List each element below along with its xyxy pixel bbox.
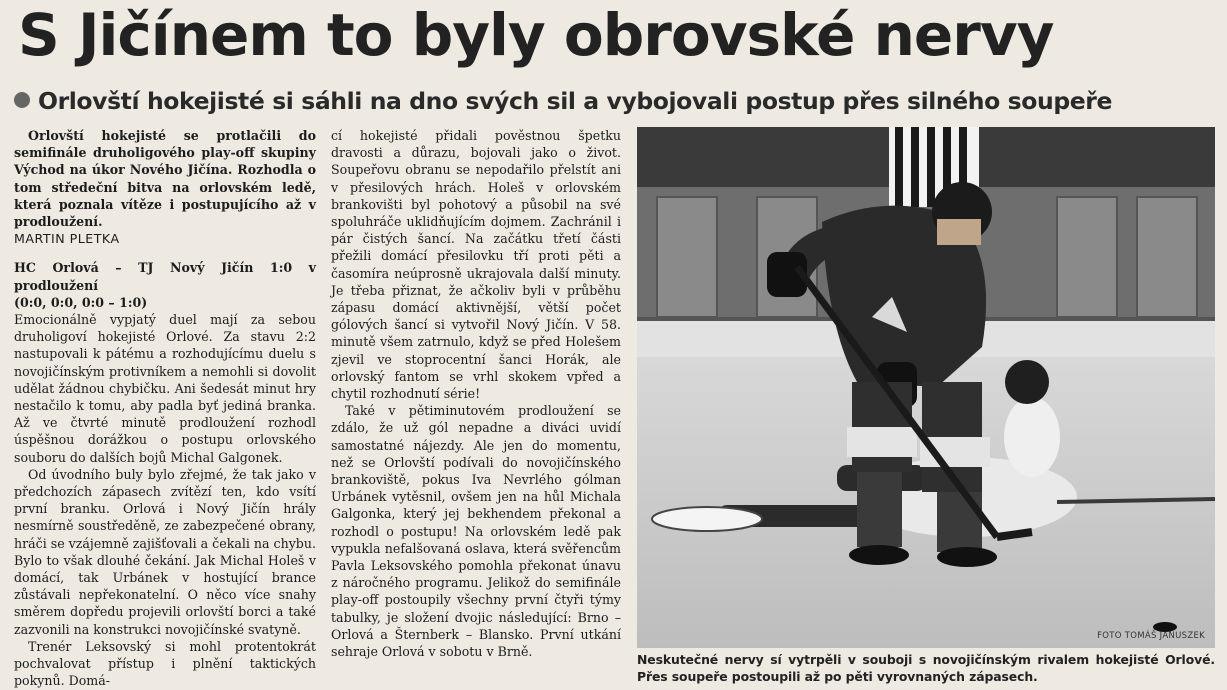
- hockey-photo-illustration: [637, 127, 1215, 648]
- article-lead: Orlovští hokejisté se protlačili do semifinále druholigového play-off skupiny Východ na úkor Nového Jičína. Rozhodla o tom středeční bitva na orlovském ledě, která poznala vítěze i postupujícího až v prodloužení.: [14, 128, 316, 230]
- article-column-1: [14, 127, 316, 690]
- article-byline: MARTIN PLETKA: [14, 231, 120, 247]
- match-title: HC Orlová – TJ Nový Jičín 1:0 v prodloužení: [14, 260, 316, 293]
- hockey-photo: [637, 127, 1215, 648]
- paragraph: Emocionálně vypjatý duel mají za sebou druholigoví hokejisté Orlové. Za stavu 2:2 nastupovali k pátému a rozhodujícímu duelu s novojičínským protivníkem a nemohli si dovolit udělat žádnou chybičku. Ani šedesát minut hry nestačilo k tomu, aby padla byť jediná branka. Až ve čtvrté minutě prodloužení rozhodl úspěšnou dorážkou o postupu orlovského souboru do dalších bojů Michal Galgonek.: [14, 312, 316, 465]
- article-subheadline: [14, 84, 1224, 118]
- article-headline: S Jičínem to byly obrovské nervy: [18, 1, 1054, 69]
- article-column-2: [331, 127, 621, 660]
- paragraph: Trenér Leksovský si mohl protentokrát pochvalovat přístup i plnění taktických pokynů. Domá-: [14, 638, 316, 689]
- paragraph: Od úvodního buly bylo zřejmé, že tak jako v předchozích zápasech zvítězí ten, kdo vsítí první branku. Orlová i Nový Jičín hrály nesmírně soustředěně, ze zabezpečené obrany, hráči se vzájemně zajišťovali a čekali na chybu. Bylo to však dlouhé čekání. Jak Michal Holeš v domácí, tak Urbánek v hostující brance zůstávali nepřekonatelní. O něco více snahy směrem dopředu projevili orlovští borci a také zazvonili na konstrukci novojičínské svatyně.: [14, 466, 316, 637]
- photo-caption: Neskutečné nervy sí vytrpěli v souboji s novojičínským rivalem hokejisté Orlové. Přes soupeře postoupili až po pěti vyrovnaných zápasech.: [637, 652, 1215, 684]
- bullet-icon: [14, 92, 30, 108]
- paragraph: Také v pětiminutovém prodloužení se zdálo, že už gól nepadne a diváci uvidí samostatné nájezdy. Ale jen do momentu, než se Orlovští podívali do novojičínského brankoviště, pokus Iva Nevrlého gólman Urbánek vytěsnil, ovšem jen na hůl Michala Galgonka, který jej bekhendem překonal a rozhodl o postupu! Na orlovském ledě pak vypukla nefalšovaná oslava, která svěřencům Pavla Leksovského pomohla překonat únavu z náročného programu. Jelikož do semifinále play-off postoupily všechny první čtyři týmy tabulky, je složení dvojic následující: Brno – Orlová a Šternberk – Blansko. První utkání sehraje Orlová v sobotu v Brně.: [331, 403, 621, 660]
- match-score: (0:0, 0:0, 0:0 – 1:0): [14, 294, 148, 310]
- photo-credit: FOTO TOMÁŠ JANUSZEK: [1097, 631, 1205, 641]
- subheadline-text: Orlovští hokejisté si sáhli na dno svých sil a vybojovali postup přes silného soupeře: [38, 87, 1113, 115]
- paragraph: cí hokejisté přidali pověstnou špetku dravosti a důrazu, bojovali jako o život. Soupeřovu obranu se nepodařilo přelstít ani v přesilových hrách. Holeš v orlovském brankovišti byl pohotový a působil na své spoluhráče uklidňujícím dojmem. Zachránil i pár čistých šancí. Na začátku třetí části přežili domácí přesilovku tří proti pěti a časomíra neúprosně ukrajovala další minuty. Je třeba přiznat, že ačkoliv byli v průběhu zápasu domácí aktivnější, větší počet gólových šancí si vytvořil Nový Jičín. V 58. minutě všem zatrnulo, když se před Holešem zjevil ve stoprocentní šanci Horák, ale orlovský fantom se vrhl skokem vpřed a chytil rozhodnutí série!: [331, 128, 621, 402]
